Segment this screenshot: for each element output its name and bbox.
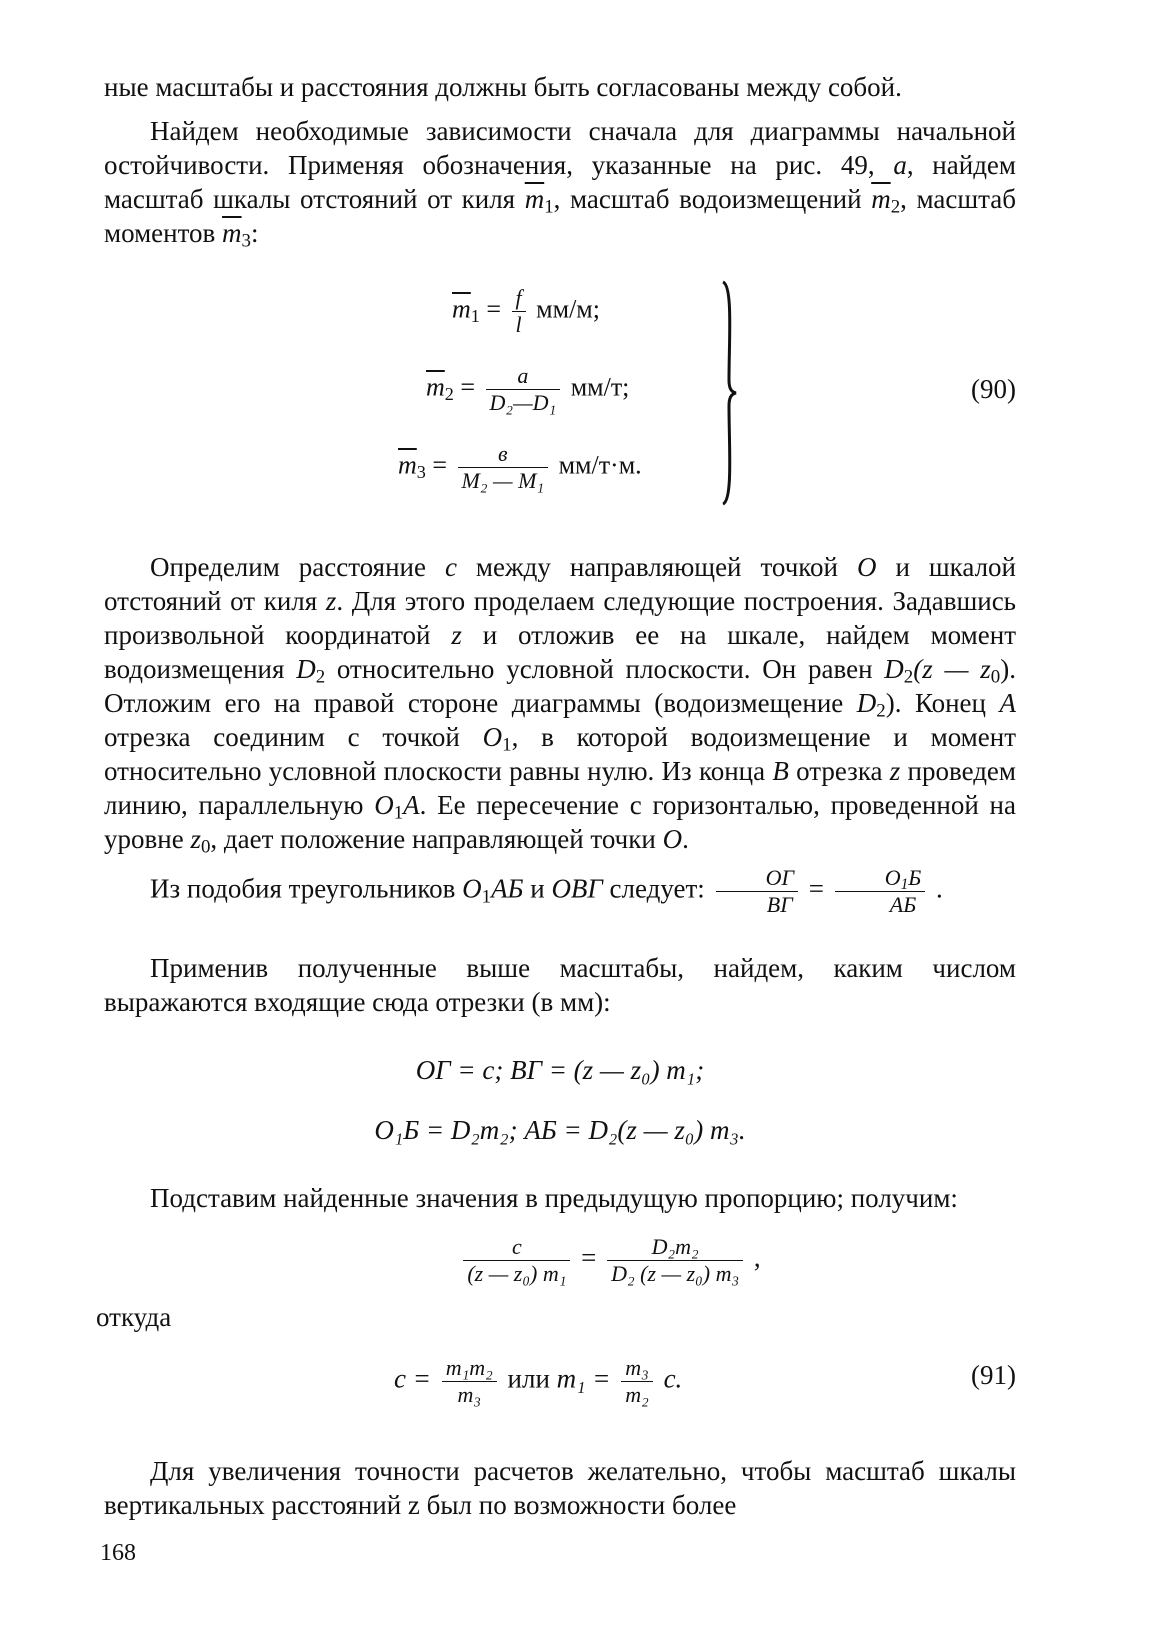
- scale-m1: $\overline{m}$: [524, 184, 545, 214]
- equation-91: c = $\frac{\text{m₁m₂}}{\text{m₃}}$ или m₁ = $\frac{\text{m₃}}{\text{m₂}}$ c. (91): [394, 1355, 1016, 1407]
- paragraph-5: Применив полученные выше масштабы, найдем, каким числом выражаются входящие сюда отрезки (в мм):: [104, 953, 1016, 1017]
- proportion-equation: $\frac{c}{\text{(z — z₀) m₁}}$ = $\frac{\text{D₂m₂}}{\text{D₂ (z — z₀) m₃}}$ ,: [104, 1235, 1016, 1286]
- equation-90: [104, 276, 1016, 516]
- fraction-91-a: $\frac{\text{m₁m₂}}{\text{m₃}}$: [442, 1356, 497, 1407]
- equation-number-91: (91): [971, 1360, 1016, 1390]
- fraction-og-vg: $\frac{OГ}{ВГ}$: [716, 866, 798, 917]
- paragraph-3: Определим расстояние c между направляющей точкой O и шкалой отстояний от киля z. Для этого проделаем следующие построения. Задавшись произвольной координатой z и отложив ее на шкале, найдем момент водоизмещения $D_2$ относительно условной плоскости. Он равен $D_2(z$ — $z_0$). Отложим его на правой стороне диаграммы (водоизмещение $D_2$). Конец A отрезка соединим с точкой $O_1$, в которой водоизмещение и момент относительно условной плоскости равны нулю. Из конца B отрезка z проведем линию, параллельную $O_1A$. Ее пересечение с горизонталью, проведенной на уровне $z_0$, дает положение направляющей точки O.: [104, 552, 1017, 858]
- equation-90-row-1: $\overline{m}_1$ = $\frac{f}{l}$ мм/м;: [452, 285, 600, 337]
- paragraph-6: Подставим найденные значения в предыдущую пропорцию; получим:: [150, 1183, 958, 1213]
- segment-equation-1: OГ = c; ВГ = (z — z₀) m₁;: [415, 1055, 705, 1085]
- right-brace-icon: [720, 280, 738, 506]
- fraction: $\frac{в}{\text{M₂ — M₁}}$: [458, 442, 549, 493]
- equation-90-row-3: $\overline{m}_3$ = $\frac{в}{\text{M₂ — M₁}}$ мм/т·м.: [398, 441, 642, 493]
- equation-number-90: (90): [971, 374, 1016, 404]
- fraction: $\frac{f}{l}$: [512, 286, 526, 337]
- fraction-91-b: $\frac{\text{m₃}}{\text{m₂}}$: [621, 1356, 653, 1407]
- page-text: [96, 70, 1017, 1522]
- scale-m2: $\overline{m}$: [871, 184, 891, 214]
- fraction: $\frac{a}{\text{D₂—D₁}}$: [486, 364, 561, 415]
- fraction-o1b-ab: $\frac{O_1Б}{АБ}$: [835, 866, 926, 917]
- paragraph-4: Из подобия треугольников $O_1АБ$ и OВГ следует: $\frac{OГ}{ВГ}$ = $\frac{O_1Б}{АБ}$ .: [150, 865, 943, 917]
- scale-m3: $\overline{m}$: [222, 218, 242, 248]
- paragraph-7: откуда: [96, 1302, 172, 1332]
- page-number: 168: [100, 1540, 136, 1566]
- paragraph-2: Найдем необходимые зависимости сначала для диаграммы начальной остойчивости. Применяя обозначения, указанные на рис. 49, а, найдем масштаб шкалы отстояний от киля $\overline{m}_1$, масштаб водоизмещений $\overline{m}_2$, масштаб моментов $\overline{m}_3$:: [104, 116, 1017, 252]
- fraction-lhs: $\frac{c}{\text{(z — z₀) m₁}}$: [463, 1235, 570, 1286]
- fraction-rhs: $\frac{\text{D₂m₂}}{\text{D₂ (z — z₀) m₃}}$: [607, 1235, 743, 1286]
- segment-equation-2: O₁Б = D₂m₂; АБ = D₂(z — z₀) m₃.: [374, 1115, 746, 1145]
- equation-90-row-2: $\overline{m}_2$ = $\frac{a}{\text{D₂—D₁}}$ мм/т;: [426, 363, 630, 415]
- paragraph-1: ные масштабы и расстояния должны быть согласованы между собой.: [104, 72, 902, 102]
- paragraph-8: Для увеличения точности расчетов желательно, чтобы масштаб шкалы вертикальных расстояний z был по возможности более: [104, 1456, 1016, 1520]
